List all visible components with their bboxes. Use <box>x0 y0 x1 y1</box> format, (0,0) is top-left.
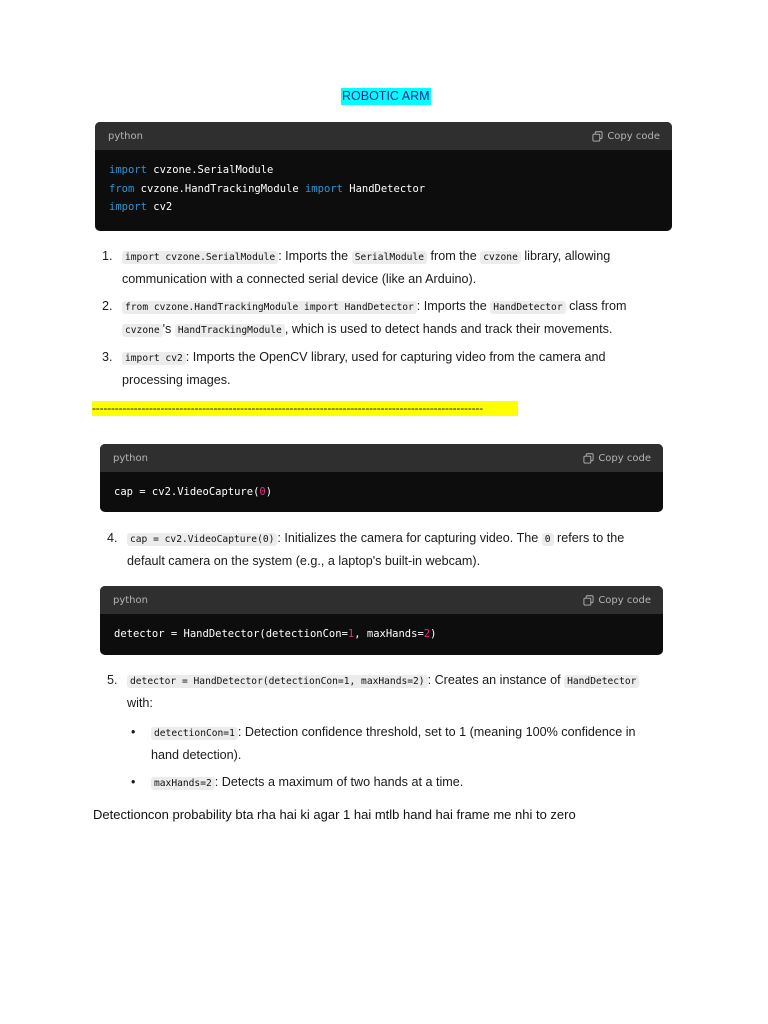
inline-code: HandDetector <box>490 301 565 314</box>
list-item <box>95 347 685 391</box>
inline-code: SerialModule <box>352 251 427 264</box>
code-body <box>95 150 672 231</box>
inline-code: import cv2 <box>122 352 186 365</box>
inline-code: maxHands=2 <box>151 777 215 790</box>
list-text: processing images. <box>122 372 231 387</box>
code-text: ) <box>265 486 273 498</box>
list-text: library, allowing <box>520 249 611 263</box>
inline-code: cvzone <box>122 324 163 337</box>
code-keyword: from <box>109 182 135 195</box>
code-body <box>100 614 663 655</box>
highlighted-separator: ------------------------------------------------------------------------------------------------------- <box>92 401 518 416</box>
explanation-list-1 <box>95 246 685 391</box>
list-text: default camera on the system (e.g., a laptop's built-in webcam). <box>127 553 481 568</box>
inline-code: detectionCon=1 <box>151 727 238 740</box>
inline-code: HandTrackingModule <box>175 324 285 337</box>
code-text: HandDetector <box>342 182 426 195</box>
code-text: cap = cv2.VideoCapture( <box>114 486 260 498</box>
code-text: , maxHands= <box>354 628 424 640</box>
code-keyword: import <box>109 201 147 213</box>
copy-icon <box>592 131 603 142</box>
inline-code: cvzone <box>480 251 521 264</box>
copy-code-button[interactable] <box>583 595 651 606</box>
code-block-capture <box>100 444 663 512</box>
code-language-label: python <box>108 130 143 142</box>
list-number: 4. <box>107 531 118 545</box>
list-text: with: <box>127 695 153 710</box>
code-number: 2 <box>423 628 431 640</box>
list-text: : Creates an instance of <box>427 673 565 687</box>
code-keyword: import <box>304 182 343 195</box>
code-text: cv2 <box>146 201 173 213</box>
list-text: : Detection confidence threshold, set to 1 (meaning 100% confidence in <box>237 725 636 739</box>
copy-code-label: Copy code <box>598 594 651 606</box>
code-block-imports <box>95 122 672 231</box>
list-text: : Imports the <box>416 299 491 313</box>
list-item <box>95 296 685 341</box>
list-text: class from <box>565 299 627 313</box>
code-number: 1 <box>347 628 355 640</box>
copy-code-label: Copy code <box>598 452 651 464</box>
explanation-list-2 <box>100 528 680 572</box>
list-text: hand detection). <box>151 747 242 762</box>
code-language-label: python <box>113 594 148 606</box>
explanation-list-3 <box>100 670 680 795</box>
list-text: : Detects a maximum of two hands at a time. <box>214 775 464 789</box>
code-text: cvzone.HandTrackingModule <box>134 182 305 195</box>
list-text: : Imports the OpenCV library, used for capturing video from the camera and <box>185 350 606 364</box>
inline-code: import cvzone.SerialModule <box>122 251 278 264</box>
code-text: ) <box>430 628 437 640</box>
bullet-item <box>100 722 680 766</box>
list-item <box>100 528 680 572</box>
list-text: communication with a connected serial device (like an Arduino). <box>122 271 477 286</box>
list-text: : Initializes the camera for capturing video. The <box>277 531 542 545</box>
document-title: ROBOTIC ARM <box>342 89 430 103</box>
copy-icon <box>583 595 594 606</box>
list-text: from the <box>427 249 481 263</box>
bullet-item <box>100 772 680 795</box>
code-body <box>100 472 663 512</box>
code-block-detector <box>100 586 663 655</box>
list-text: refers to the <box>553 531 625 545</box>
list-text: : Imports the <box>278 249 352 263</box>
copy-code-button[interactable] <box>583 453 651 464</box>
bullet-marker: • <box>131 775 136 789</box>
code-header <box>95 122 672 150</box>
list-text: , which is used to detect hands and track their movements. <box>284 321 613 336</box>
code-keyword: import <box>109 164 147 176</box>
list-number: 2. <box>102 299 113 313</box>
footer-note: Detectioncon probability bta rha hai ki agar 1 hai mtlb hand hai frame me nhi to zero <box>93 807 576 822</box>
bullet-marker: • <box>131 725 136 739</box>
code-header <box>100 444 663 472</box>
inline-code: from cvzone.HandTrackingModule import HandDetector <box>122 301 417 314</box>
list-number: 1. <box>102 249 113 263</box>
list-item <box>95 246 685 290</box>
inline-code: 0 <box>542 533 554 546</box>
list-number: 3. <box>102 350 113 364</box>
list-item <box>100 670 680 714</box>
code-text: cvzone.SerialModule <box>146 164 274 176</box>
code-text: detector = HandDetector(detectionCon= <box>114 628 348 640</box>
copy-code-label: Copy code <box>607 130 660 142</box>
copy-code-button[interactable] <box>592 131 660 142</box>
code-language-label: python <box>113 452 148 464</box>
inline-code: HandDetector <box>564 675 639 688</box>
code-number: 0 <box>259 486 266 498</box>
code-header <box>100 586 663 614</box>
inline-code: detector = HandDetector(detectionCon=1, maxHands=2) <box>127 675 428 688</box>
copy-icon <box>583 453 594 464</box>
list-number: 5. <box>107 673 118 687</box>
inline-code: cap = cv2.VideoCapture(0) <box>127 533 277 546</box>
list-text: 's <box>162 321 175 336</box>
